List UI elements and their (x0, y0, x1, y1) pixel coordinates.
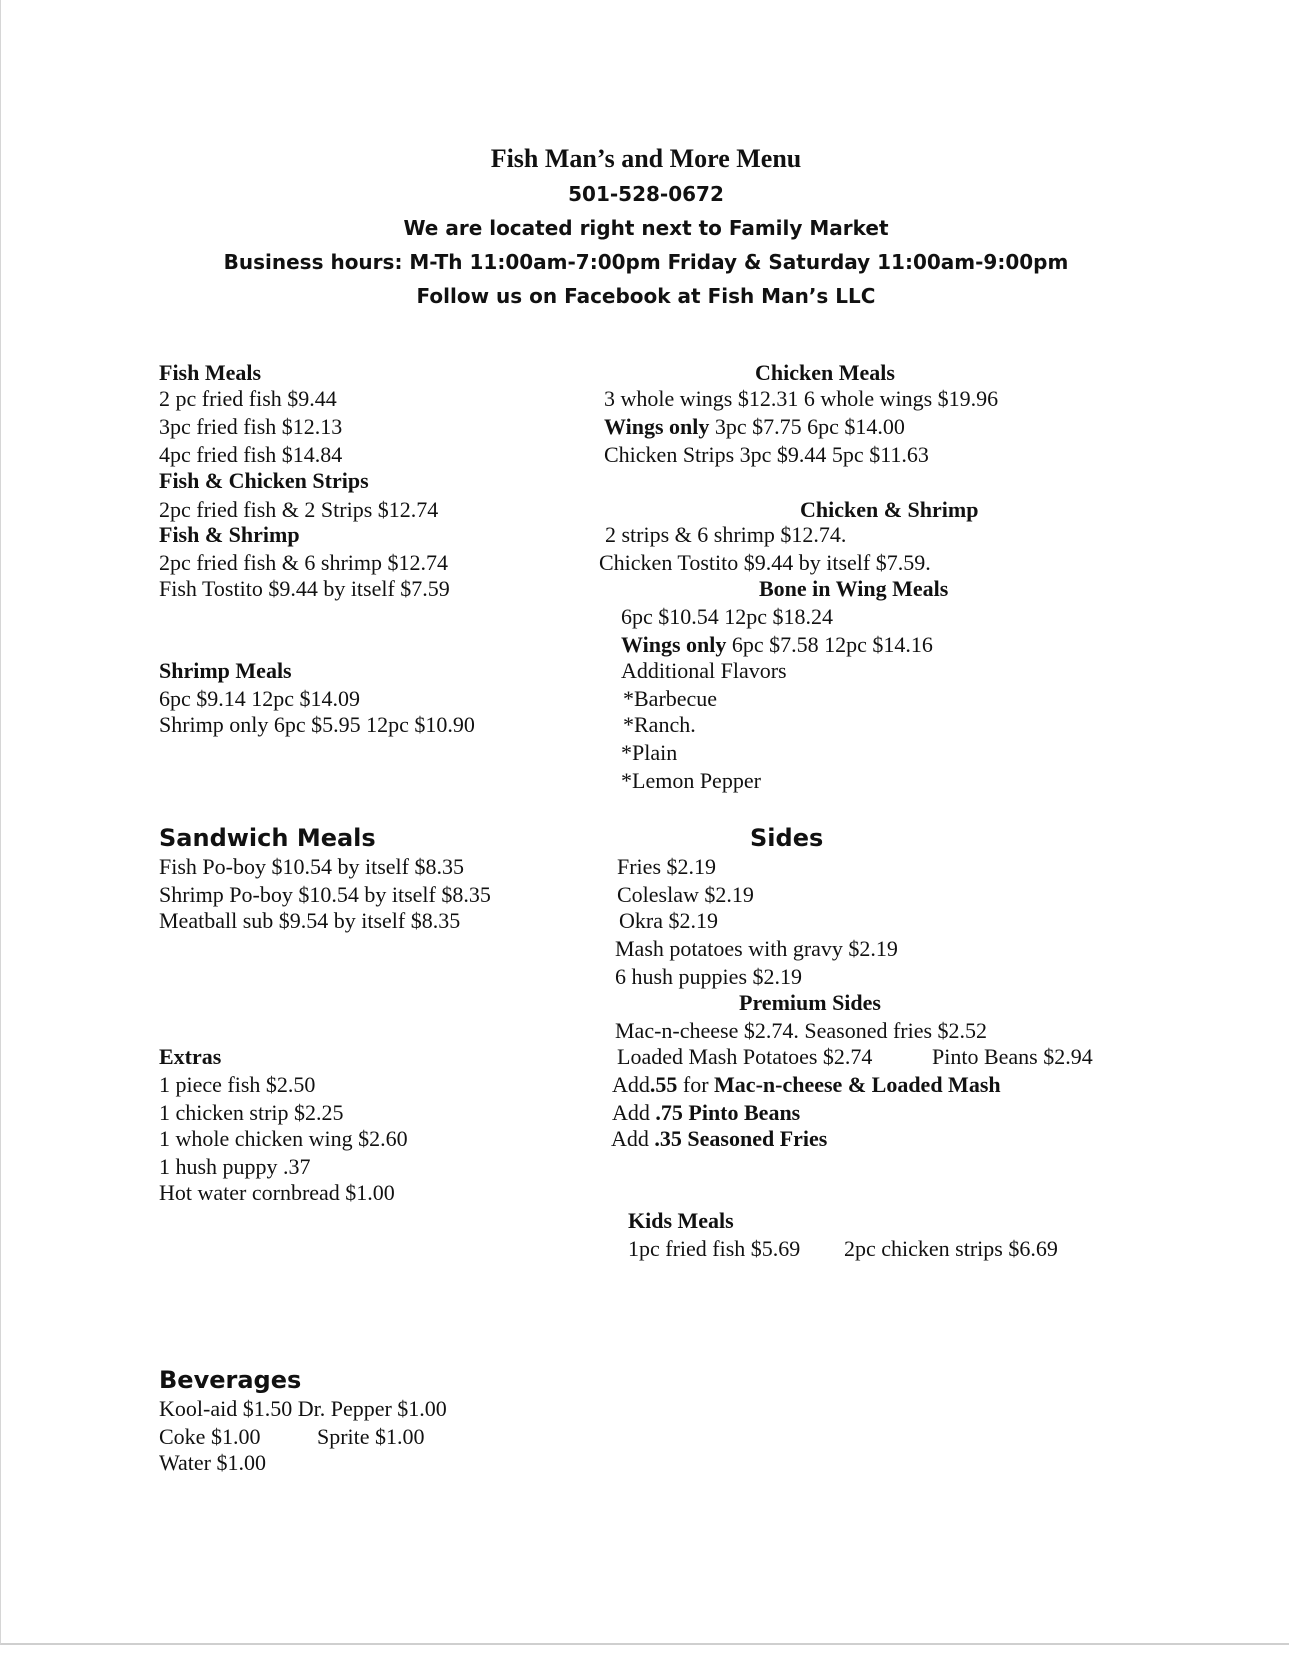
menu-item: Mac-n-cheese $2.74. Seasoned fries $2.52 (615, 1018, 988, 1043)
menu-item: 6pc $10.54 12pc $18.24 (621, 604, 834, 629)
menu-item: 1 hush puppy .37 (159, 1154, 311, 1179)
add-item: Mac-n-cheese & Loaded Mash (714, 1072, 1001, 1097)
add-label: Add (611, 1126, 655, 1151)
additional-flavors-heading: Additional Flavors (621, 658, 787, 683)
menu-item: Fish Po-boy $10.54 by itself $8.35 (159, 854, 464, 879)
menu-item: Mash potatoes with gravy $2.19 (615, 936, 898, 961)
shrimp-meals-heading: Shrimp Meals (159, 658, 292, 683)
business-hours: Business hours: M-Th 11:00am-7:00pm Friday & Saturday 11:00am-9:00pm (223, 250, 1069, 274)
menu-item: Chicken Strips 3pc $9.44 5pc $11.63 (604, 442, 929, 467)
fish-meals-heading: Fish Meals (159, 360, 262, 385)
menu-item: 6 hush puppies $2.19 (615, 964, 802, 989)
wings-only-label: Wings only (621, 632, 727, 657)
add-label: Add (612, 1100, 656, 1125)
add-for: for (677, 1072, 715, 1097)
bone-in-wing-heading: Bone in Wing Meals (759, 576, 949, 601)
flavor-item: *Ranch. (623, 712, 696, 737)
menu-item: Pinto Beans $2.94 (932, 1044, 1093, 1069)
facebook-text: Follow us on Facebook at Fish Man’s LLC (416, 284, 876, 308)
sandwich-meals-heading: Sandwich Meals (159, 824, 376, 852)
menu-item: 4pc fried fish $14.84 (159, 442, 343, 467)
premium-sides-heading: Premium Sides (739, 990, 881, 1015)
menu-item: 2 strips & 6 shrimp $12.74. (605, 522, 847, 547)
menu-item: Shrimp Po-boy $10.54 by itself $8.35 (159, 882, 491, 907)
menu-item: Hot water cornbread $1.00 (159, 1180, 395, 1205)
menu-item: Coke $1.00 (159, 1424, 261, 1449)
add-on-line (611, 1126, 827, 1152)
menu-item: Chicken Tostito $9.44 by itself $7.59. (599, 550, 931, 575)
menu-item: 2pc chicken strips $6.69 (844, 1236, 1058, 1261)
menu-item: Coleslaw $2.19 (617, 882, 754, 907)
add-label: Add (612, 1072, 650, 1097)
menu-item: 2 pc fried fish $9.44 (159, 386, 337, 411)
menu-item: 3pc fried fish $12.13 (159, 414, 343, 439)
wings-only-prices: 6pc $7.58 12pc $14.16 (726, 632, 933, 657)
chicken-meals-heading: Chicken Meals (755, 360, 895, 385)
add-on-line (612, 1100, 800, 1126)
menu-item (604, 414, 905, 440)
flavor-item: *Plain (621, 740, 678, 765)
chicken-shrimp-heading: Chicken & Shrimp (800, 497, 979, 522)
menu-item: 1pc fried fish $5.69 (628, 1236, 801, 1261)
phone-number: 501-528-0672 (568, 182, 724, 206)
add-amount: .55 (649, 1072, 678, 1097)
wings-only-label: Wings only (604, 414, 710, 439)
kids-meals-heading: Kids Meals (628, 1208, 734, 1233)
extras-heading: Extras (159, 1044, 222, 1069)
menu-item: Meatball sub $9.54 by itself $8.35 (159, 908, 461, 933)
menu-item: 6pc $9.14 12pc $14.09 (159, 686, 361, 711)
flavor-item: *Lemon Pepper (621, 768, 761, 793)
fish-chicken-strips-heading: Fish & Chicken Strips (159, 468, 369, 493)
fish-shrimp-heading: Fish & Shrimp (159, 522, 300, 547)
menu-item: 2pc fried fish & 2 Strips $12.74 (159, 497, 439, 522)
menu-item: Water $1.00 (159, 1450, 266, 1475)
menu-item: Sprite $1.00 (317, 1424, 425, 1449)
menu-item: Fries $2.19 (617, 854, 716, 879)
wings-only-prices: 3pc $7.75 6pc $14.00 (709, 414, 905, 439)
beverages-heading: Beverages (159, 1366, 302, 1394)
menu-item: Okra $2.19 (619, 908, 718, 933)
flavor-item: *Barbecue (623, 686, 718, 711)
menu-item: Kool-aid $1.50 Dr. Pepper $1.00 (159, 1396, 447, 1421)
menu-title: Fish Man’s and More Menu (490, 144, 802, 173)
menu-item: 1 piece fish $2.50 (159, 1072, 316, 1097)
menu-item (621, 632, 933, 658)
menu-item: 3 whole wings $12.31 6 whole wings $19.96 (604, 386, 999, 411)
menu-item: Loaded Mash Potatoes $2.74 (617, 1044, 873, 1069)
sides-heading: Sides (750, 824, 824, 852)
menu-item: Fish Tostito $9.44 by itself $7.59 (159, 576, 450, 601)
menu-item: 1 whole chicken wing $2.60 (159, 1126, 408, 1151)
location-text: We are located right next to Family Market (403, 216, 889, 240)
add-on-line (612, 1072, 1001, 1098)
menu-item: Shrimp only 6pc $5.95 12pc $10.90 (159, 712, 475, 737)
menu-item: 1 chicken strip $2.25 (159, 1100, 344, 1125)
add-item: .35 Seasoned Fries (654, 1126, 828, 1151)
add-item: .75 Pinto Beans (655, 1100, 801, 1125)
menu-item: 2pc fried fish & 6 shrimp $12.74 (159, 550, 449, 575)
